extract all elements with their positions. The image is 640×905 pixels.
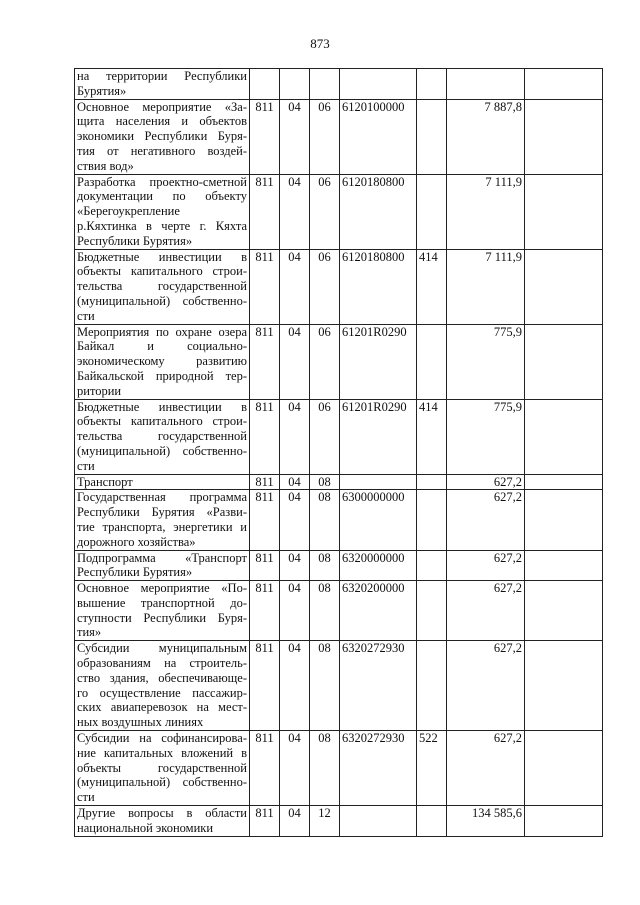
item-name-text: дорожного хозяйства» (77, 534, 196, 549)
item-name-text: Республики Бурятия» (77, 565, 193, 580)
item-name-line (77, 339, 247, 354)
admin-code-cell: 811 (250, 249, 280, 324)
table-row (75, 731, 603, 806)
item-name-text: национальной экономики (77, 820, 214, 835)
table-row (75, 69, 603, 100)
item-name-text: тия» (77, 625, 102, 640)
item-name-line (77, 611, 247, 626)
section-code-cell: 04 (280, 99, 310, 174)
target-article-cell: 6120180800 (340, 249, 417, 324)
empty-cell (525, 174, 603, 249)
target-article-cell: 6320200000 (340, 581, 417, 641)
item-name-text: Бюджетные инвестиции в (77, 249, 247, 264)
target-article-cell (340, 474, 417, 490)
item-name-line (77, 490, 247, 505)
item-name-line (77, 671, 247, 686)
empty-cell (525, 490, 603, 550)
table-row (75, 641, 603, 731)
table-row (75, 249, 603, 324)
item-name-line (77, 686, 247, 701)
empty-cell (525, 69, 603, 100)
section-code-cell: 04 (280, 324, 310, 399)
section-code-cell: 04 (280, 731, 310, 806)
item-name-text: образованиям на строитель- (77, 656, 247, 671)
empty-cell (525, 581, 603, 641)
amount-cell: 775,9 (447, 324, 525, 399)
item-name-text: ритории (77, 383, 122, 398)
admin-code-cell: 811 (250, 550, 280, 581)
item-name-line (77, 159, 247, 174)
target-article-cell (340, 806, 417, 837)
item-name-text: Бурятия» (77, 83, 127, 98)
amount-cell: 134 585,6 (447, 806, 525, 837)
item-name-text: Основное мероприятие «По- (77, 581, 247, 596)
subsection-code-cell: 06 (310, 99, 340, 174)
item-name-line (77, 100, 247, 115)
item-name-line (77, 459, 247, 474)
target-article-cell: 6120180800 (340, 174, 417, 249)
target-article-cell: 6320272930 (340, 731, 417, 806)
section-code-cell: 04 (280, 490, 310, 550)
item-name-line (77, 821, 247, 836)
empty-cell (525, 474, 603, 490)
subsection-code-cell (310, 69, 340, 100)
section-code-cell: 04 (280, 249, 310, 324)
subsection-code-cell: 08 (310, 474, 340, 490)
item-name-text: на территории Республики (77, 69, 247, 83)
table-row (75, 806, 603, 837)
admin-code-cell: 811 (250, 174, 280, 249)
item-name-line (77, 520, 247, 535)
admin-code-cell: 811 (250, 324, 280, 399)
section-code-cell: 04 (280, 641, 310, 731)
budget-table-body (75, 69, 603, 837)
item-name-text: тия от негативного воздей- (77, 143, 247, 158)
item-name-text: сти (77, 790, 95, 805)
expense-type-cell (417, 324, 447, 399)
section-code-cell: 04 (280, 474, 310, 490)
item-name-line (77, 535, 247, 550)
target-article-cell: 6320000000 (340, 550, 417, 581)
item-name-cell (75, 249, 250, 324)
target-article-cell (340, 69, 417, 100)
item-name-line (77, 700, 247, 715)
expense-type-cell (417, 69, 447, 100)
target-article-cell: 61201R0290 (340, 399, 417, 474)
expense-type-cell: 414 (417, 249, 447, 324)
item-name-line (77, 565, 247, 580)
item-name-text: Байкальской природной тер- (77, 368, 247, 383)
item-name-text: Субсидии муниципальным (77, 641, 247, 656)
item-name-line (77, 775, 247, 790)
item-name-cell (75, 324, 250, 399)
amount-cell: 7 111,9 (447, 174, 525, 249)
item-name-line (77, 279, 247, 294)
item-name-text: р.Кяхтинка в черте г. Кяхта (77, 218, 247, 233)
item-name-cell (75, 174, 250, 249)
admin-code-cell: 811 (250, 99, 280, 174)
item-name-text: Республики Бурятия «Разви- (77, 505, 247, 520)
item-name-text: Транспорт (77, 474, 133, 489)
item-name-text: го осуществление пассажир- (77, 685, 247, 700)
target-article-cell: 6320272930 (340, 641, 417, 731)
item-name-text: ступности Республики Буря- (77, 610, 247, 625)
item-name-cell (75, 731, 250, 806)
item-name-line (77, 189, 247, 204)
item-name-text: Мероприятия по охране озера (77, 324, 247, 339)
section-code-cell (280, 69, 310, 100)
expense-type-cell (417, 550, 447, 581)
amount-cell: 775,9 (447, 399, 525, 474)
item-name-cell (75, 581, 250, 641)
item-name-line (77, 596, 247, 611)
target-article-cell: 6120100000 (340, 99, 417, 174)
item-name-text: (муниципальной) собственно- (77, 293, 247, 308)
admin-code-cell: 811 (250, 399, 280, 474)
empty-cell (525, 641, 603, 731)
item-name-text: Республики Бурятия» (77, 233, 193, 248)
empty-cell (525, 324, 603, 399)
subsection-code-cell: 06 (310, 249, 340, 324)
item-name-text: сти (77, 308, 95, 323)
item-name-cell (75, 641, 250, 731)
item-name-line (77, 84, 247, 99)
subsection-code-cell: 08 (310, 581, 340, 641)
amount-cell: 627,2 (447, 550, 525, 581)
target-article-cell: 61201R0290 (340, 324, 417, 399)
item-name-text: щита населения и объектов (77, 114, 247, 129)
item-name-line (77, 505, 247, 520)
item-name-cell (75, 99, 250, 174)
empty-cell (525, 249, 603, 324)
item-name-line (77, 250, 247, 265)
table-row (75, 490, 603, 550)
item-name-cell (75, 69, 250, 100)
item-name-text: экономическому развитию (77, 354, 247, 369)
item-name-text: ских авиаперевозок на мест- (77, 700, 247, 715)
expense-type-cell (417, 174, 447, 249)
item-name-line (77, 129, 247, 144)
item-name-cell (75, 806, 250, 837)
item-name-text: объекты государственной (77, 760, 247, 775)
item-name-line (77, 429, 247, 444)
admin-code-cell: 811 (250, 731, 280, 806)
item-name-text: документации по объекту (77, 189, 247, 204)
section-code-cell: 04 (280, 550, 310, 581)
expense-type-cell (417, 490, 447, 550)
item-name-line (77, 581, 247, 596)
item-name-line (77, 761, 247, 776)
amount-cell: 627,2 (447, 490, 525, 550)
subsection-code-cell: 06 (310, 324, 340, 399)
item-name-text: (муниципальной) собственно- (77, 443, 247, 458)
subsection-code-cell: 08 (310, 550, 340, 581)
amount-cell: 627,2 (447, 641, 525, 731)
item-name-text: ство здания, обеспечивающе- (77, 670, 247, 685)
admin-code-cell: 811 (250, 581, 280, 641)
table-row (75, 581, 603, 641)
empty-cell (525, 731, 603, 806)
expense-type-cell (417, 99, 447, 174)
item-name-text: Другие вопросы в области (77, 806, 247, 821)
item-name-cell (75, 399, 250, 474)
item-name-line (77, 414, 247, 429)
item-name-text: объекты капитального строи- (77, 264, 247, 279)
item-name-text: тельства государственной (77, 279, 247, 294)
item-name-line (77, 219, 247, 234)
item-name-text: экономики Республики Буря- (77, 129, 247, 144)
empty-cell (525, 399, 603, 474)
item-name-line (77, 551, 247, 566)
expense-type-cell: 414 (417, 399, 447, 474)
item-name-text: Бюджетные инвестиции в (77, 399, 247, 414)
item-name-text: Разработка проектно-сметной (77, 174, 247, 189)
item-name-text: Субсидии на софинансирова- (77, 731, 247, 746)
item-name-line (77, 354, 247, 369)
empty-cell (525, 806, 603, 837)
expense-type-cell (417, 581, 447, 641)
budget-table (74, 68, 603, 837)
item-name-line (77, 114, 247, 129)
item-name-line (77, 656, 247, 671)
item-name-text: ных воздушных линиях (77, 715, 204, 730)
item-name-line (77, 806, 247, 821)
table-row (75, 399, 603, 474)
item-name-line (77, 400, 247, 415)
amount-cell: 627,2 (447, 731, 525, 806)
item-name-line (77, 144, 247, 159)
subsection-code-cell: 08 (310, 641, 340, 731)
admin-code-cell: 811 (250, 806, 280, 837)
table-row (75, 550, 603, 581)
item-name-text: ствия вод» (77, 158, 134, 173)
subsection-code-cell: 08 (310, 490, 340, 550)
subsection-code-cell: 12 (310, 806, 340, 837)
item-name-text: тельства государственной (77, 429, 247, 444)
empty-cell (525, 99, 603, 174)
amount-cell: 627,2 (447, 581, 525, 641)
item-name-line (77, 234, 247, 249)
item-name-text: объекты капитального строи- (77, 414, 247, 429)
item-name-line (77, 309, 247, 324)
page-number: 873 (310, 36, 330, 51)
table-row (75, 474, 603, 490)
table-row (75, 99, 603, 174)
item-name-cell (75, 550, 250, 581)
admin-code-cell: 811 (250, 474, 280, 490)
table-row (75, 324, 603, 399)
item-name-line (77, 475, 247, 490)
amount-cell (447, 69, 525, 100)
item-name-line (77, 294, 247, 309)
item-name-line (77, 444, 247, 459)
table-row (75, 174, 603, 249)
item-name-text: тие транспорта, энергетики и (77, 519, 247, 534)
item-name-line (77, 69, 247, 84)
section-code-cell: 04 (280, 399, 310, 474)
item-name-line (77, 790, 247, 805)
item-name-line (77, 746, 247, 761)
target-article-cell: 6300000000 (340, 490, 417, 550)
amount-cell: 7 111,9 (447, 249, 525, 324)
item-name-cell (75, 490, 250, 550)
item-name-line (77, 175, 247, 190)
item-name-line (77, 384, 247, 399)
item-name-line (77, 641, 247, 656)
amount-cell: 7 887,8 (447, 99, 525, 174)
item-name-text: Подпрограмма «Транспорт (77, 550, 247, 565)
item-name-cell (75, 474, 250, 490)
item-name-line (77, 264, 247, 279)
expense-type-cell: 522 (417, 731, 447, 806)
admin-code-cell: 811 (250, 490, 280, 550)
item-name-text: вышение транспортной до- (77, 595, 247, 610)
empty-cell (525, 550, 603, 581)
item-name-text: Основное мероприятие «За- (77, 99, 247, 114)
item-name-text: ние капитальных вложений в (77, 745, 247, 760)
item-name-line (77, 731, 247, 746)
amount-cell: 627,2 (447, 474, 525, 490)
item-name-line (77, 204, 247, 219)
section-code-cell: 04 (280, 581, 310, 641)
section-code-cell: 04 (280, 806, 310, 837)
subsection-code-cell: 08 (310, 731, 340, 806)
expense-type-cell (417, 474, 447, 490)
item-name-text: сти (77, 458, 95, 473)
subsection-code-cell: 06 (310, 174, 340, 249)
item-name-text: «Берегоукрепление (77, 204, 180, 219)
section-code-cell: 04 (280, 174, 310, 249)
expense-type-cell (417, 806, 447, 837)
item-name-text: (муниципальной) собственно- (77, 775, 247, 790)
admin-code-cell: 811 (250, 641, 280, 731)
item-name-line (77, 715, 247, 730)
item-name-line (77, 369, 247, 384)
admin-code-cell (250, 69, 280, 100)
item-name-text: Государственная программа (77, 490, 247, 505)
item-name-line (77, 625, 247, 640)
subsection-code-cell: 06 (310, 399, 340, 474)
item-name-line (77, 325, 247, 340)
item-name-text: Байкал и социально- (77, 339, 247, 354)
expense-type-cell (417, 641, 447, 731)
